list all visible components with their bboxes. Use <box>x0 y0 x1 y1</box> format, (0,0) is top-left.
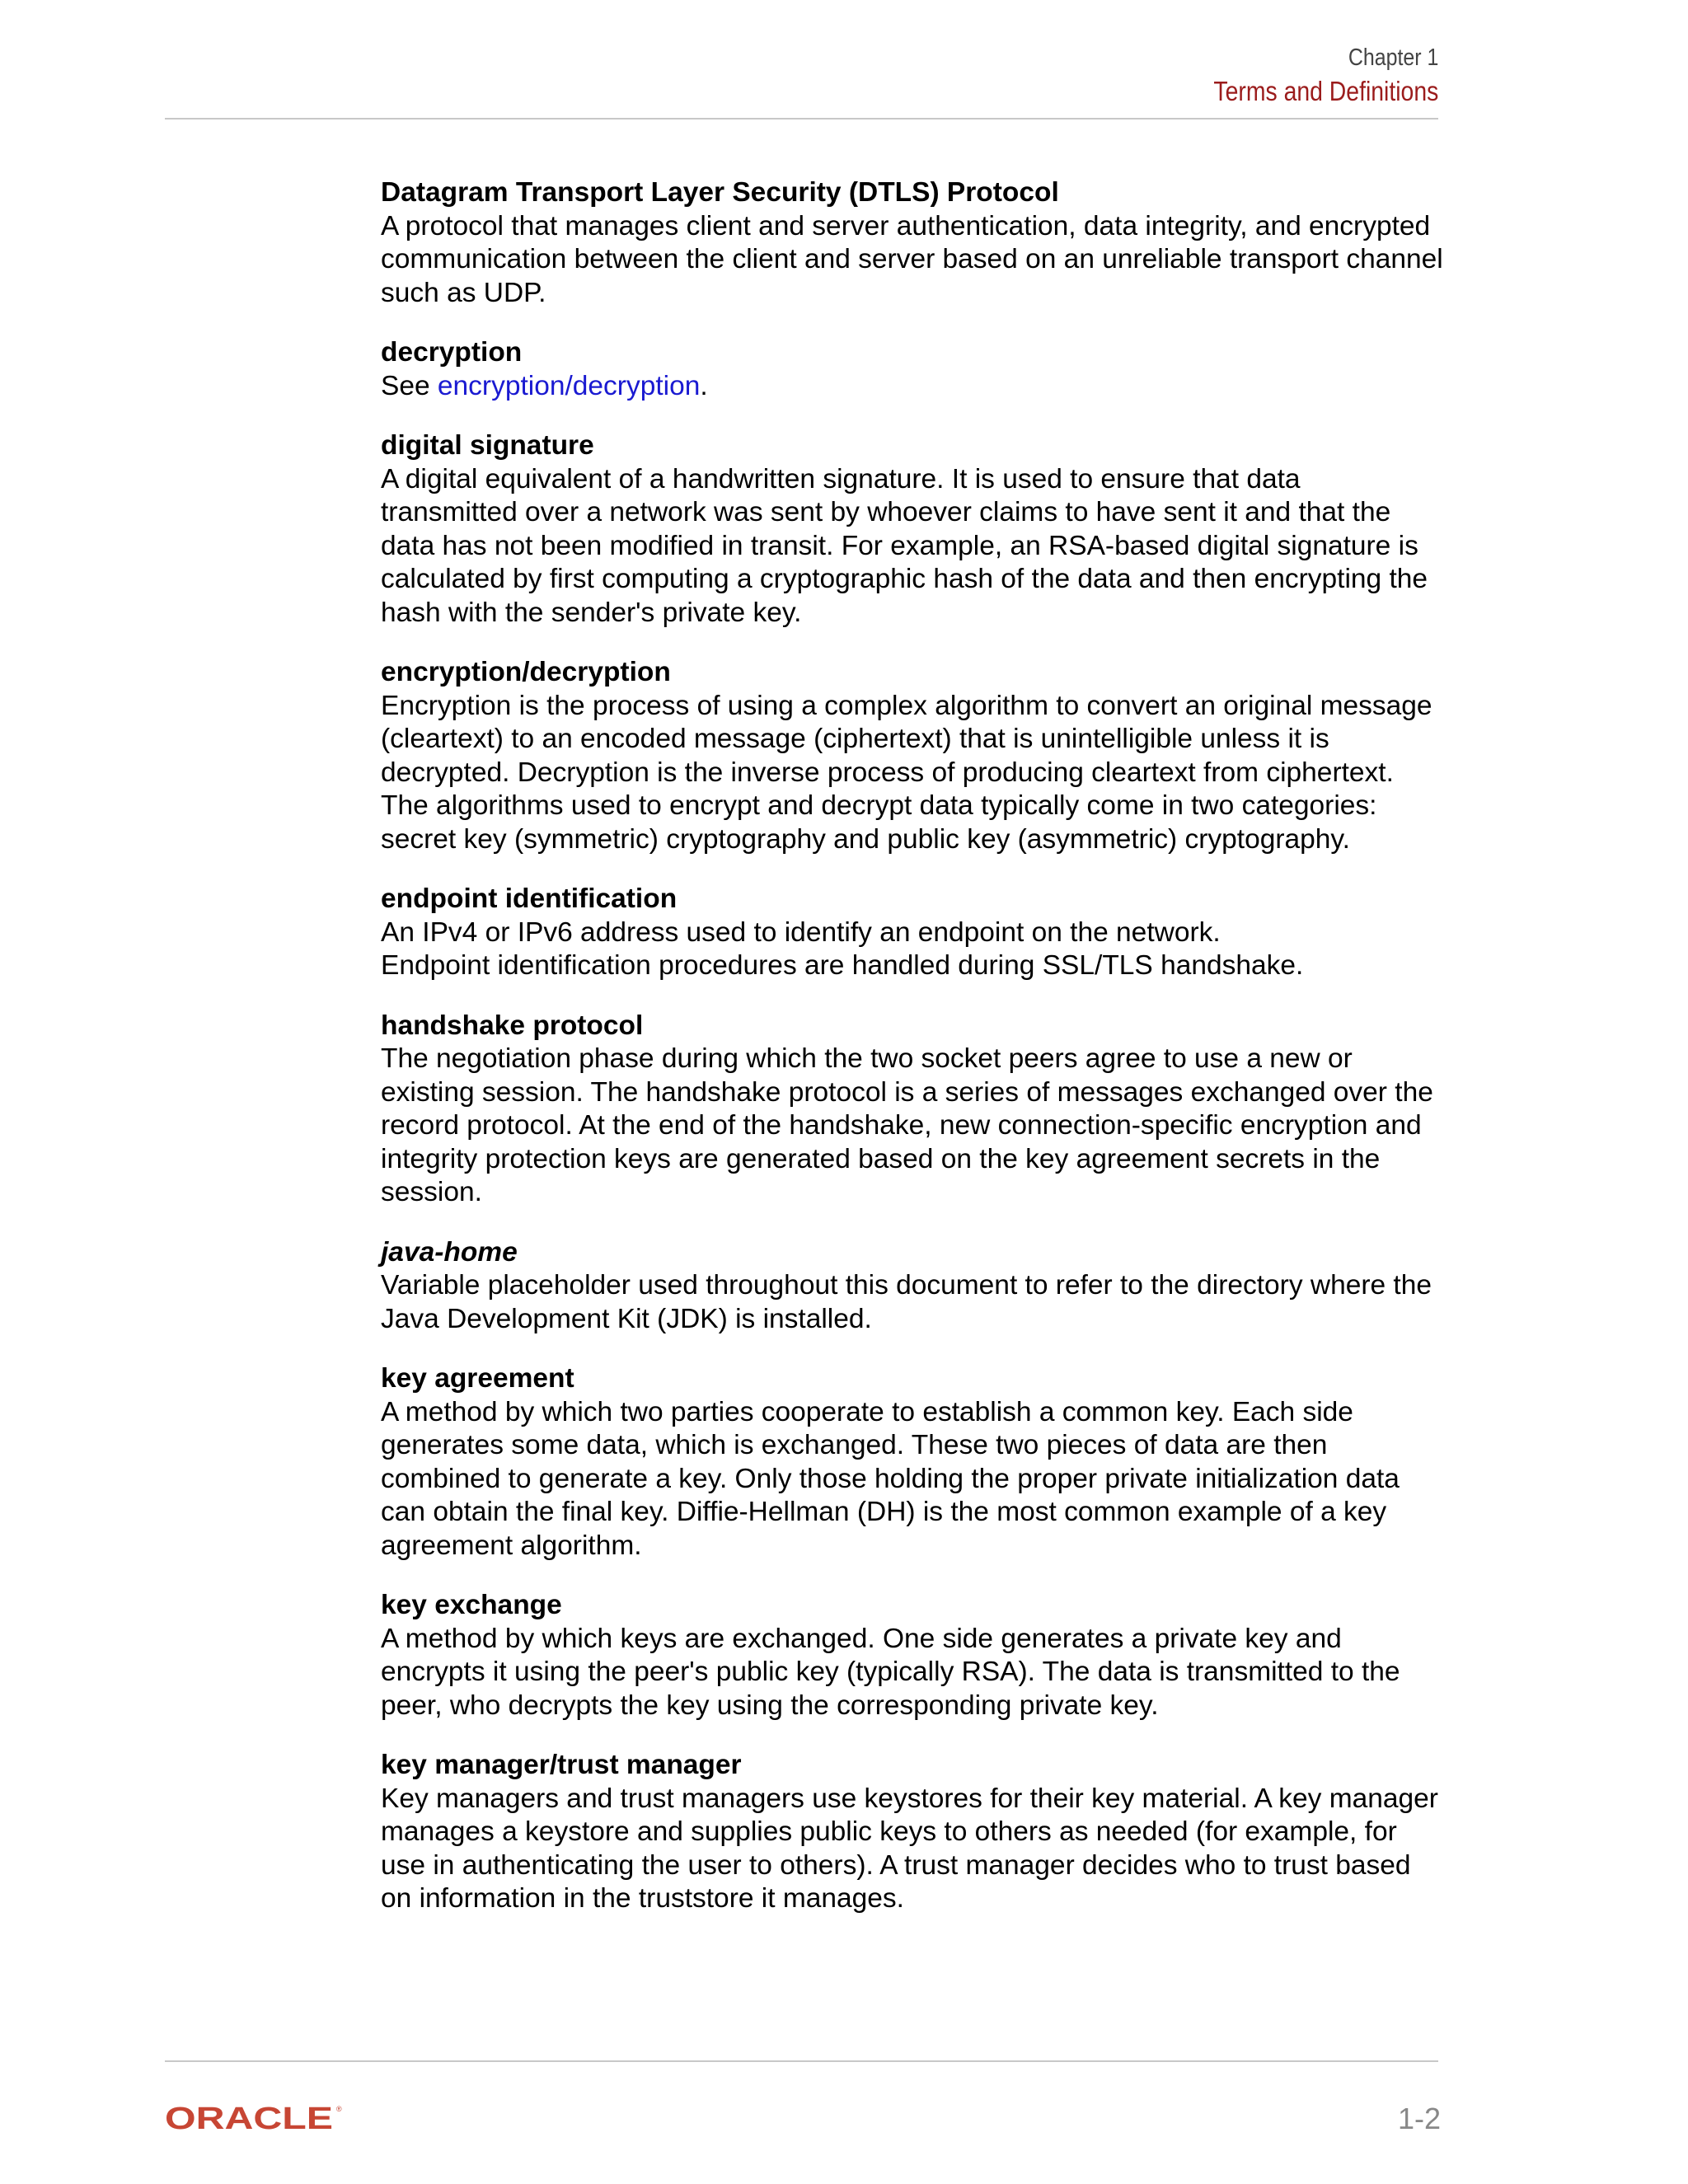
glossary-term: digital signature <box>381 430 594 461</box>
oracle-logo-text: ORACLE <box>165 2103 333 2131</box>
glossary-term: java-home <box>381 1236 518 1268</box>
glossary-entry-dtls <box>381 176 1444 310</box>
glossary-entry-endpoint-identification <box>381 883 1444 983</box>
oracle-logo <box>165 2103 348 2131</box>
glossary-term: encryption/decryption <box>381 657 671 687</box>
glossary-entry-digital-signature <box>381 429 1444 630</box>
page-header <box>165 40 1438 120</box>
page-number: 1-2 <box>1397 2102 1441 2135</box>
glossary-entry-key-exchange <box>381 1589 1444 1722</box>
glossary-definition: A method by which keys are exchanged. One side generates a private key and encrypts it using the peer's public key (typically RSA). The data is transmitted to the peer, who decrypts the key using the corresponding private key. <box>381 1623 1400 1721</box>
glossary-entry-key-manager-trust-manager <box>381 1749 1444 1916</box>
see-suffix: . <box>700 370 708 401</box>
glossary-term: decryption <box>381 337 523 368</box>
glossary-definition: A protocol that manages client and server authentication, data integrity, and encrypted communication between the client and server based on an unreliable transport channel such as UDP. <box>381 210 1443 308</box>
glossary-definition: A method by which two parties cooperate to establish a common key. Each side generates some data, which is exchanged. These two pieces of data are then combined to generate a key. Only those holding the proper private initialization data can obtain the final key. Diffie-Hellman (DH) is the most common example of a key agreement algorithm. <box>381 1396 1400 1561</box>
glossary-content <box>381 176 1444 1943</box>
glossary-entry-java-home <box>381 1236 1444 1337</box>
glossary-definition <box>381 370 1444 404</box>
section-title: Terms and Definitions <box>1213 76 1438 106</box>
glossary-term: key agreement <box>381 1363 574 1394</box>
glossary-term: endpoint identification <box>381 883 678 914</box>
glossary-definition: Encryption is the process of using a complex algorithm to convert an original message (cleartext) to an encoded message (ciphertext) that is unintelligible unless it is decrypted. Decryption is the inverse process of producing cleartext from ciphertext. The algorithms used to encrypt and decrypt data typically come in two categories: secret key (symmetric) cryptography and public key (asymmetric) cryptography. <box>381 690 1432 855</box>
glossary-term: key manager/trust manager <box>381 1750 742 1780</box>
glossary-definition-line: Endpoint identification procedures are handled during SSL/TLS handshake. <box>381 950 1304 981</box>
glossary-definition: Key managers and trust managers use keystores for their key material. A key manager manages a keystore and supplies public keys to others as needed (for example, for use in authenticating the user to others). A trust manager decides who to trust based on information in the truststore it manages. <box>381 1783 1438 1914</box>
glossary-entry-key-agreement <box>381 1362 1444 1563</box>
see-prefix: See <box>381 370 438 401</box>
glossary-term: key exchange <box>381 1590 562 1620</box>
glossary-definition: The negotiation phase during which the two socket peers agree to use a new or existing session. The handshake protocol is a series of messages exchanged over the record protocol. At the end of the handshake, new connection-specific encryption and integrity protection keys are generated based on the key agreement secrets in the session. <box>381 1043 1433 1207</box>
registered-mark: ® <box>336 2105 342 2113</box>
encryption-decryption-link[interactable]: encryption/decryption <box>437 370 701 401</box>
glossary-entry-encryption-decryption <box>381 656 1444 856</box>
footer-divider <box>165 2060 1438 2062</box>
glossary-definition: Variable placeholder used throughout this document to refer to the directory where the Java Development Kit (JDK) is installed. <box>381 1270 1432 1334</box>
glossary-term: Datagram Transport Layer Security (DTLS) Protocol <box>381 177 1059 208</box>
chapter-label: Chapter 1 <box>1348 45 1438 71</box>
glossary-entry-decryption <box>381 336 1444 403</box>
glossary-term: handshake protocol <box>381 1010 644 1041</box>
glossary-definition: A digital equivalent of a handwritten signature. It is used to ensure that data transmitted over a network was sent by whoever claims to have sent it and that the data has not been modified in transit. For example, an RSA-based digital signature is calculated by first computing a cryptographic hash of the data and then encrypting the hash with the sender's private key. <box>381 463 1428 628</box>
glossary-definition-line: An IPv4 or IPv6 address used to identify an endpoint on the network. <box>381 916 1221 948</box>
glossary-entry-handshake-protocol <box>381 1010 1444 1210</box>
